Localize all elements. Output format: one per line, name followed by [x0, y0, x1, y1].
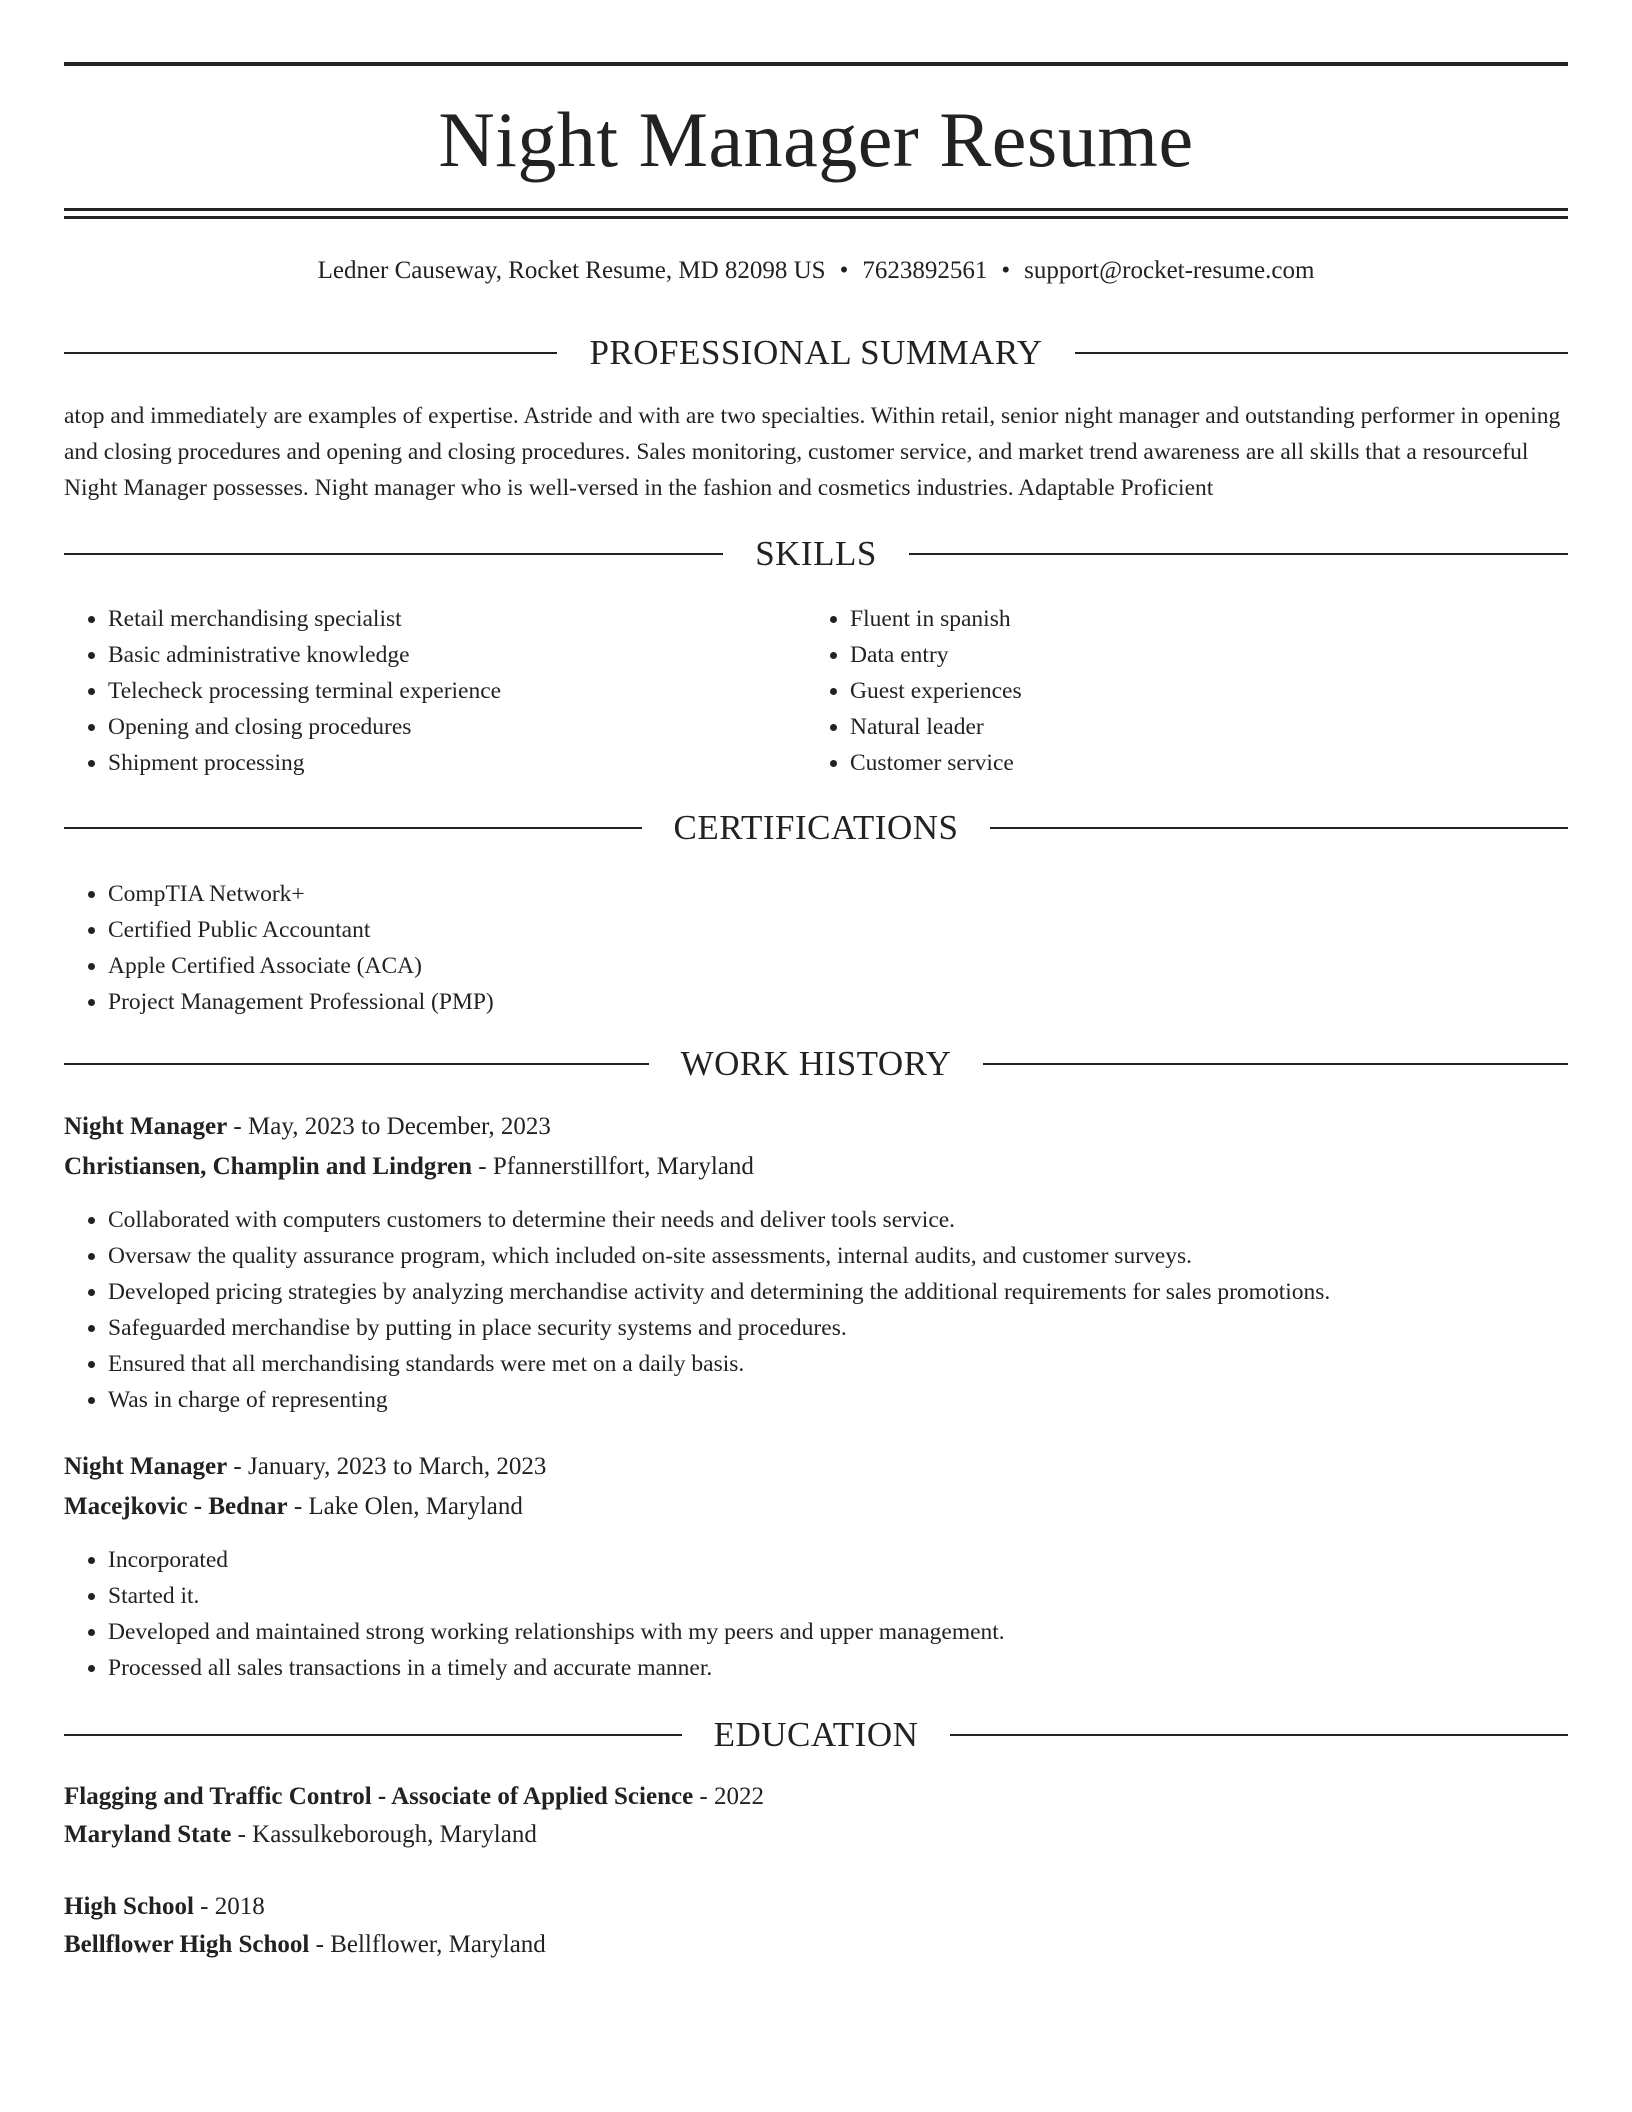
- education-school: Bellflower High School: [64, 1931, 310, 1958]
- header-rule: [64, 1734, 682, 1736]
- skill-item: • Customer service: [850, 745, 1506, 781]
- job-duty-item: • Ensured that all merchandising standards were met on a daily basis.: [108, 1346, 1568, 1382]
- header-rule: [1075, 352, 1568, 354]
- certifications-list: [64, 876, 1064, 1020]
- skill-item: • Basic administrative knowledge: [108, 637, 764, 673]
- education-school-line: [64, 1927, 1568, 1963]
- job-location: - Pfannerstillfort, Maryland: [472, 1153, 754, 1180]
- skill-item: • Shipment processing: [108, 745, 764, 781]
- certification-item: • Apple Certified Associate (ACA): [108, 948, 1064, 984]
- contact-line: [64, 254, 1568, 288]
- header-rule: [64, 553, 723, 555]
- skill-item: • Opening and closing procedures: [108, 709, 764, 745]
- job-duty-item: • Incorporated: [108, 1542, 1568, 1578]
- header-rule: [64, 1063, 649, 1065]
- header-rule: [909, 553, 1568, 555]
- job-location: - Lake Olen, Maryland: [287, 1493, 523, 1520]
- job-duty-item: • Safeguarded merchandise by putting in place security systems and procedures.: [108, 1310, 1568, 1346]
- job-dates: - May, 2023 to December, 2023: [227, 1113, 551, 1140]
- section-header-summary: [64, 331, 1568, 375]
- job-dates: - January, 2023 to March, 2023: [227, 1453, 547, 1480]
- contact-phone: 7623892561: [862, 257, 988, 284]
- header-rule: [990, 827, 1568, 829]
- job-duty-item: • Was in charge of representing: [108, 1382, 1568, 1418]
- job-duties: [64, 1542, 1568, 1686]
- job-duty-item: • Developed and maintained strong working relationships with my peers and upper management.: [108, 1614, 1568, 1650]
- header-rule: [64, 827, 642, 829]
- education-degree-line: [64, 1779, 1568, 1815]
- section-header-certifications: [64, 806, 1568, 850]
- certification-item: • CompTIA Network+: [108, 876, 1064, 912]
- top-rule: [64, 62, 1568, 66]
- job-duty-item: • Collaborated with computers customers to determine their needs and deliver tools service.: [108, 1202, 1568, 1238]
- job-title-line: [64, 1449, 1568, 1485]
- education-school: Maryland State: [64, 1821, 232, 1848]
- section-header-work-history: [64, 1042, 1568, 1086]
- education-location: - Bellflower, Maryland: [309, 1931, 546, 1958]
- skills-column-left: [64, 601, 764, 781]
- section-title-skills: SKILLS: [755, 534, 877, 573]
- education-year: - 2022: [693, 1783, 764, 1810]
- job-duties: [64, 1202, 1568, 1418]
- skills-column-right: [806, 601, 1506, 781]
- skill-item: • Guest experiences: [850, 673, 1506, 709]
- skill-item: • Natural leader: [850, 709, 1506, 745]
- skill-item: • Telecheck processing terminal experience: [108, 673, 764, 709]
- education-degree: High School: [64, 1893, 194, 1920]
- contact-separator: •: [1001, 257, 1011, 284]
- job-duty-item: • Processed all sales transactions in a timely and accurate manner.: [108, 1650, 1568, 1686]
- job-company: Christiansen, Champlin and Lindgren: [64, 1153, 472, 1180]
- title-rule-lower: [64, 216, 1568, 219]
- contact-email: support@rocket-resume.com: [1024, 257, 1315, 284]
- contact-separator: •: [839, 257, 849, 284]
- education-degree-line: [64, 1889, 1568, 1925]
- education-degree: Flagging and Traffic Control - Associate of Applied Science: [64, 1783, 694, 1810]
- resume-title: Night Manager Resume: [438, 96, 1194, 183]
- section-title-summary: PROFESSIONAL SUMMARY: [589, 333, 1043, 372]
- job-duty-item: • Started it.: [108, 1578, 1568, 1614]
- job-title: Night Manager: [64, 1453, 228, 1480]
- certification-item: • Project Management Professional (PMP): [108, 984, 1064, 1020]
- header-rule: [64, 352, 557, 354]
- skill-item: • Data entry: [850, 637, 1506, 673]
- section-header-skills: [64, 532, 1568, 576]
- education-location: - Kassulkeborough, Maryland: [231, 1821, 537, 1848]
- job-title-line: [64, 1109, 1568, 1145]
- job-duty-item: • Oversaw the quality assurance program, which included on-site assessments, internal audits, and customer surveys.: [108, 1238, 1568, 1274]
- header-rule: [950, 1734, 1568, 1736]
- contact-address: Ledner Causeway, Rocket Resume, MD 82098 US: [317, 257, 826, 284]
- summary-text: atop and immediately are examples of expertise. Astride and with are two specialties. Within retail, senior night manager and outstanding performer in opening and closing procedures and opening and closing procedures. Sales monitoring, customer service, and market trend awareness are all skills that a resourceful Night Manager possesses. Night manager who is well-versed in the fashion and cosmetics industries. Adaptable Proficient: [64, 403, 1561, 501]
- section-title-work-history: WORK HISTORY: [680, 1044, 952, 1083]
- job-title: Night Manager: [64, 1113, 228, 1140]
- section-header-education: [64, 1713, 1568, 1757]
- job-duty-item: • Developed pricing strategies by analyzing merchandise activity and determining the additional requirements for sales promotions.: [108, 1274, 1568, 1310]
- skill-item: • Retail merchandising specialist: [108, 601, 764, 637]
- header-rule: [983, 1063, 1568, 1065]
- job-company-line: [64, 1149, 1568, 1185]
- title-rule-upper: [64, 208, 1568, 211]
- education-school-line: [64, 1817, 1568, 1853]
- job-company-line: [64, 1489, 1568, 1525]
- skill-item: • Fluent in spanish: [850, 601, 1506, 637]
- job-company: Macejkovic - Bednar: [64, 1493, 288, 1520]
- certification-item: • Certified Public Accountant: [108, 912, 1064, 948]
- section-title-certifications: CERTIFICATIONS: [673, 808, 959, 847]
- section-title-education: EDUCATION: [713, 1715, 919, 1754]
- education-year: - 2018: [193, 1893, 265, 1920]
